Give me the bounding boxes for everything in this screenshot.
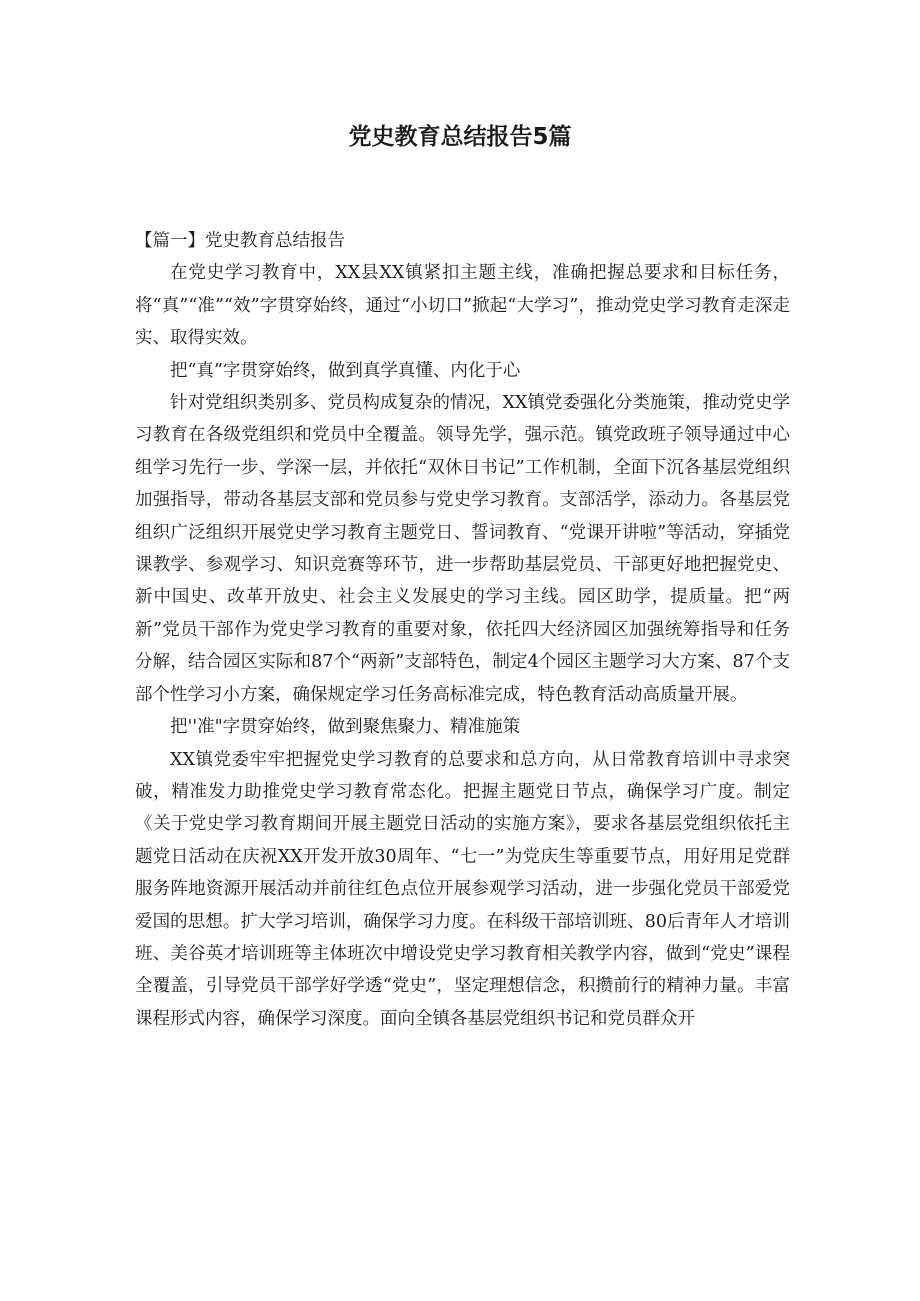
document-body [135, 225, 790, 1035]
paragraph-zhen: 针对党组织类别多、党员构成复杂的情况，XX镇党委强化分类施策，推动党史学习教育在各级党组织和党员中全覆盖。领导先学，强示范。镇党政班子领导通过中心组学习先行一步、学深一层，并依托“双休日书记”工作机制，全面下沉各基层党组织加强指导，带动各基层支部和党员参与党史学习教育。支部活学，添动力。各基层党组织广泛组织开展党史学习教育主题党日、誓词教育、“党课开讲啦”等活动，穿插党课教学、参观学习、知识竞赛等环节，进一步帮助基层党员、干部更好地把握党史、新中国史、改革开放史、社会主义发展史的学习主线。园区助学，提质量。把“两新”党员干部作为党史学习教育的重要对象，依托四大经济园区加强统筹指导和任务分解，结合园区实际和87个“两新”支部特色，制定4个园区主题学习大方案、87个支部个性学习小方案，确保规定学习任务高标准完成，特色教育活动高质量开展。 [135, 393, 790, 705]
subheading-zhun: 把''准"字贯穿始终，做到聚焦聚力、精准施策 [170, 717, 521, 738]
subheading-zhen: 把“真”字贯穿始终，做到真学真懂、内化于心 [170, 360, 521, 381]
section-heading: 【篇一】党史教育总结报告 [135, 231, 345, 251]
paragraph-intro: 在党史学习教育中，XX县XX镇紧扣主题主线，准确把握总要求和目标任务，将“真”“准”“效”字贯穿始终，通过“小切口”掀起“大学习”，推动党史学习教育走深走实、取得实效。 [135, 263, 790, 349]
paragraph-zhun: XX镇党委牢牢把握党史学习教育的总要求和总方向，从日常教育培训中寻求突破，精准发力助推党史学习教育常态化。把握主题党日节点，确保学习广度。制定《关于党史学习教育期间开展主题党日活动的实施方案》，要求各基层党组织依托主题党日活动在庆祝XX开发开放30周年、“七一”为党庆生等重要节点，用好用足党群服务阵地资源开展活动并前往红色点位开展参观学习活动，进一步强化党员干部爱党爱国的思想。扩大学习培训，确保学习力度。在科级干部培训班、80后青年人才培训班、美谷英才培训班等主体班次中增设党史学习教育相关教学内容，做到“党史”课程全覆盖，引导党员干部学好学透“党史”，坚定理想信念，积攒前行的精神力量。丰富课程形式内容，确保学习深度。面向全镇各基层党组织书记和党员群众开 [135, 749, 790, 1029]
document-title: 党史教育总结报告5篇 [348, 124, 572, 150]
